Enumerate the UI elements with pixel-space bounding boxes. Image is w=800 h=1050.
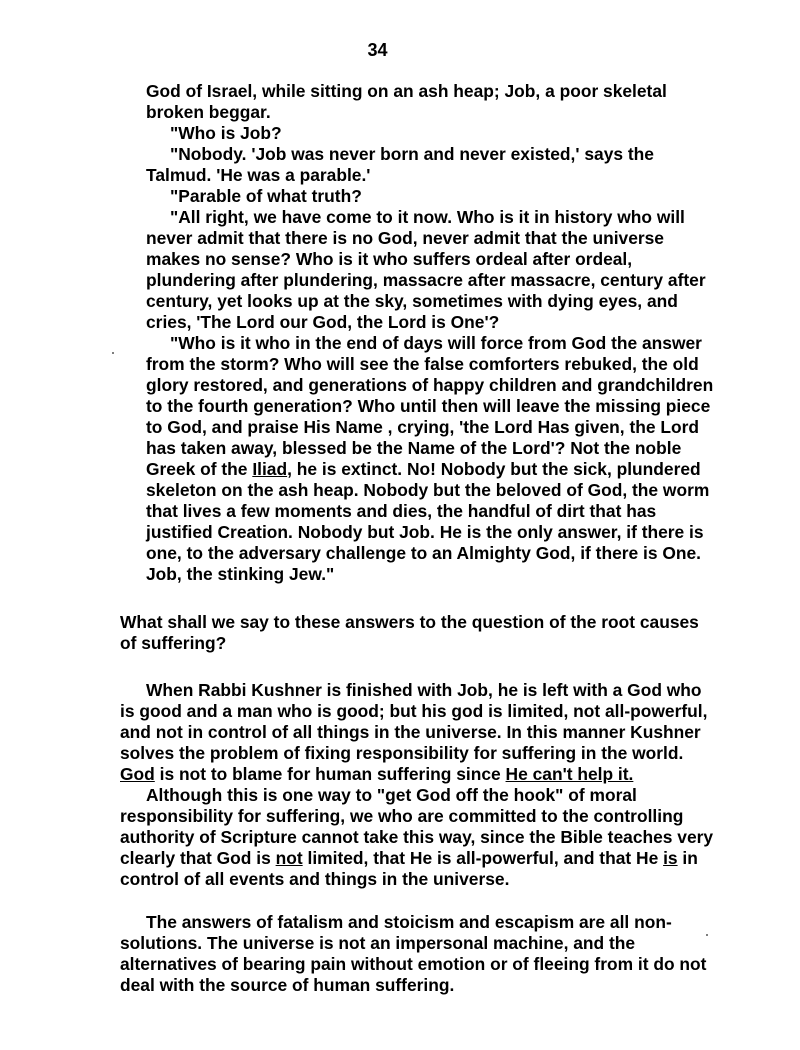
underlined-phrase: He can't help it. [505, 764, 634, 784]
body-text-line: "Nobody. 'Job was never born and never existed,' says the [170, 144, 654, 164]
body-text-line: never admit that there is no God, never admit that the universe [146, 228, 664, 248]
body-text-line: "All right, we have come to it now. Who is it in history who will [170, 207, 685, 227]
body-text-line: cries, 'The Lord our God, the Lord is One'? [146, 312, 500, 332]
body-text-line: to God, and praise His Name , crying, 'the Lord Has given, the Lord [146, 417, 700, 437]
text-segment: is not to blame for human suffering since [154, 764, 506, 784]
body-text-line: plundering after plundering, massacre after massacre, century after [146, 270, 706, 290]
body-text-line: deal with the source of human suffering. [120, 975, 455, 995]
body-text-line: "Parable of what truth? [170, 186, 362, 206]
body-text-line: solves the problem of fixing responsibility for suffering in the world. [120, 743, 684, 763]
body-text-line [120, 848, 698, 869]
body-text-line: The answers of fatalism and stoicism and escapism are all non- [146, 912, 672, 932]
body-text-line: that lives a few moments and dies, the handful of dirt that has [146, 501, 657, 521]
text-segment: in [677, 848, 698, 868]
body-text-line: of suffering? [120, 633, 227, 653]
body-text-line: responsibility for suffering, we who are committed to the controlling [120, 806, 684, 826]
body-text-line [146, 459, 701, 480]
text-segment: , he is extinct. No! Nobody but the sick, plundered [287, 459, 701, 479]
body-text-line: one, to the adversary challenge to an Almighty God, if there is One. [146, 543, 702, 563]
body-text-line: When Rabbi Kushner is finished with Job, he is left with a God who [146, 680, 702, 700]
underlined-title: Iliad [252, 459, 288, 479]
body-text-line: makes no sense? Who is it who suffers ordeal after ordeal, [146, 249, 633, 269]
underlined-phrase: God [120, 764, 155, 784]
body-text-line: authority of Scripture cannot take this way, since the Bible teaches very [120, 827, 714, 847]
underlined-word: not [275, 848, 303, 868]
body-text-line: Although this is one way to "get God off the hook" of moral [146, 785, 637, 805]
body-text-line: alternatives of bearing pain without emotion or of fleeing from it do not [120, 954, 707, 974]
body-text-line [120, 764, 633, 785]
body-text-line: to the fourth generation? Who until then will leave the missing piece [146, 396, 711, 416]
body-text-line: God of Israel, while sitting on an ash heap; Job, a poor skeletal [146, 81, 667, 101]
underlined-word: is [663, 848, 678, 868]
body-text-line: control of all events and things in the universe. [120, 869, 510, 889]
body-text-line: skeleton on the ash heap. Nobody but the beloved of God, the worm [146, 480, 710, 500]
body-text-line: Talmud. 'He was a parable.' [146, 165, 371, 185]
text-segment: clearly that God is [120, 848, 276, 868]
body-text-line: solutions. The universe is not an impersonal machine, and the [120, 933, 636, 953]
text-segment: Greek of the [146, 459, 253, 479]
body-text-line: "Who is Job? [170, 123, 282, 143]
body-text-line: has taken away, blessed be the Name of the Lord'? Not the noble [146, 438, 682, 458]
body-text-line: What shall we say to these answers to the question of the root causes [120, 612, 699, 632]
body-text-line: broken beggar. [146, 102, 271, 122]
text-segment: limited, that He is all-powerful, and that He [302, 848, 664, 868]
body-text-line: from the storm? Who will see the false comforters rebuked, the old [146, 354, 699, 374]
body-text-line: century, yet looks up at the sky, sometimes with dying eyes, and [146, 291, 678, 311]
body-text-line: glory restored, and generations of happy children and grandchildren [146, 375, 714, 395]
scan-speck [112, 352, 114, 354]
body-text-line: "Who is it who in the end of days will force from God the answer [170, 333, 702, 353]
scan-speck [706, 934, 708, 936]
body-text-line: justified Creation. Nobody but Job. He is the only answer, if there is [146, 522, 704, 542]
page-number: 34 [367, 40, 388, 60]
body-text-line: Job, the stinking Jew." [146, 564, 335, 584]
body-text-line: and not in control of all things in the universe. In this manner Kushner [120, 722, 701, 742]
body-text-line: is good and a man who is good; but his god is limited, not all-powerful, [120, 701, 708, 721]
